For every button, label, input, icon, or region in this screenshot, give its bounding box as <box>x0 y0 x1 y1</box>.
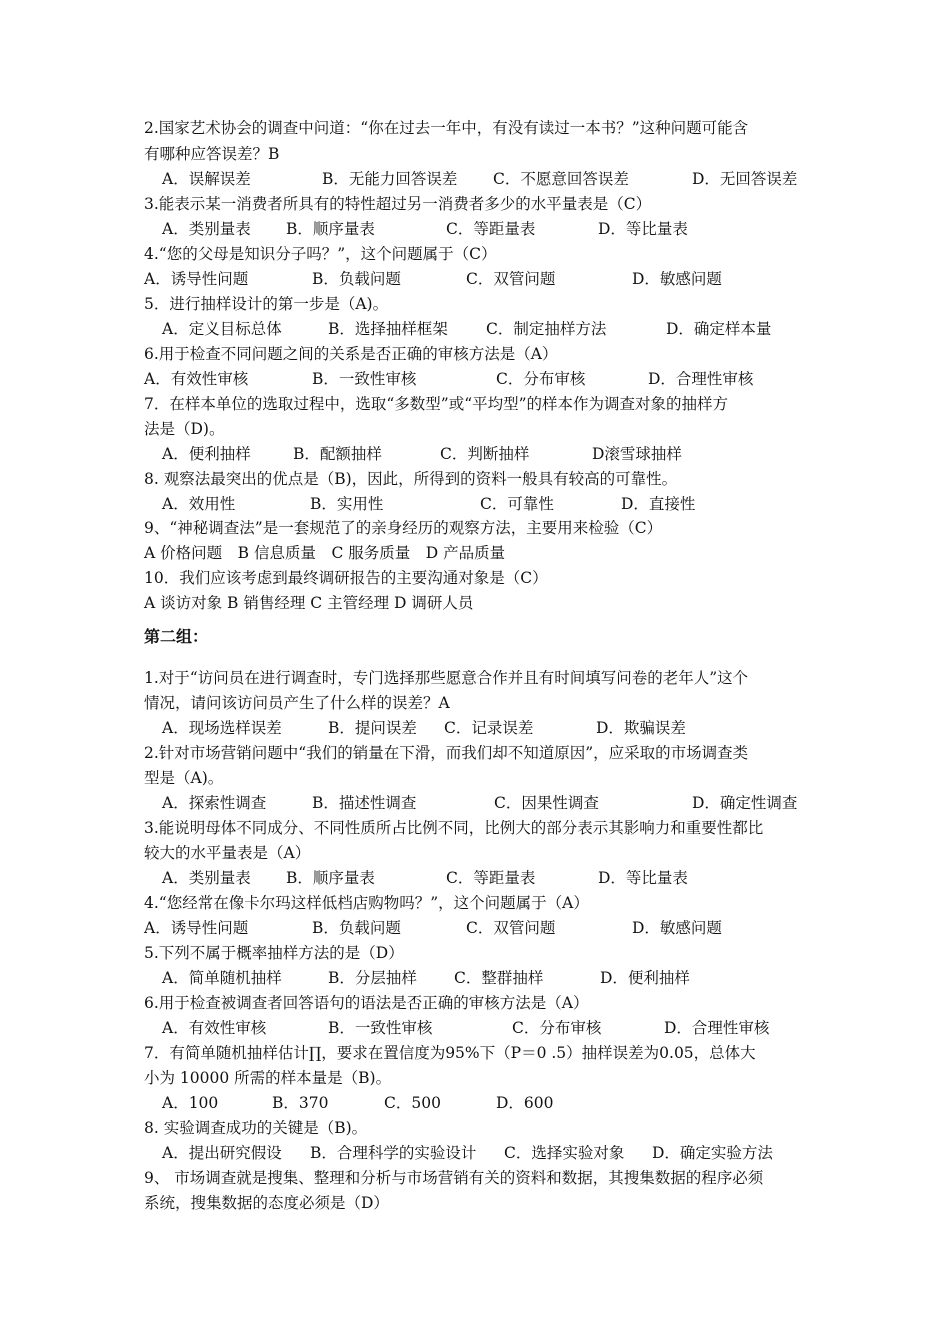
option-a: A．100 <box>162 1094 219 1112</box>
g2-q1-line1: 1.对于“访问员在进行调查时，专门选择那些愿意合作并且有时间填写问卷的老年人”这个 <box>144 669 749 687</box>
g1-q10-options: A 谈访对象 B 销售经理 C 主管经理 D 调研人员 <box>144 594 474 612</box>
g2-q3-line2: 较大的水平量表是（A） <box>144 844 311 862</box>
option-c: C．整群抽样 <box>454 969 544 987</box>
option-b: B．顺序量表 <box>286 220 375 238</box>
option-d: D．确定性调查 <box>692 794 798 812</box>
option-d: D．便利抽样 <box>600 969 690 987</box>
option-d: D．敏感问题 <box>632 919 722 937</box>
g1-q2-line2: 有哪种应答误差？B <box>144 145 280 163</box>
g2-q8-line1: 8. 实验调查成功的关键是（B)。 <box>144 1119 368 1137</box>
option-c: C．选择实验对象 <box>504 1144 625 1162</box>
option-b: B．负载问题 <box>312 270 401 288</box>
option-a: A．类别量表 <box>162 869 251 887</box>
option-b: B．合理科学的实验设计 <box>310 1144 477 1162</box>
option-c: C．分布审核 <box>512 1019 602 1037</box>
g2-q9-line1: 9、 市场调查就是搜集、整理和分析与市场营销有关的资料和数据，其搜集数据的程序必须 <box>144 1169 764 1187</box>
option-d: D．等比量表 <box>598 869 688 887</box>
option-c: C．记录误差 <box>444 719 534 737</box>
g2-q6-line1: 6.用于检查被调查者回答语句的语法是否正确的审核方法是（A） <box>144 994 589 1012</box>
option-a: A．简单随机抽样 <box>162 969 282 987</box>
option-c: C．双管问题 <box>466 270 556 288</box>
option-a: A．探索性调查 <box>162 794 267 812</box>
g2-q4-line1: 4.“您经常在像卡尔玛这样低档店购物吗？”，这个问题属于（A） <box>144 894 589 912</box>
option-d: D．600 <box>496 1094 554 1112</box>
g2-q7-line1: 7．有简单随机抽样估计∏，要求在置信度为95%下（P＝0 .5）抽样误差为0.05，总体大 <box>144 1044 756 1062</box>
option-c: C．等距量表 <box>446 220 536 238</box>
g2-q5-line1: 5.下列不属于概率抽样方法的是（D） <box>144 944 404 962</box>
g2-q9-line2: 系统，搜集数据的态度必须是（D） <box>144 1194 389 1212</box>
g2-q2-line1: 2.针对市场营销问题中“我们的销量在下滑，而我们却不知道原因”，应采取的市场调查类 <box>144 744 749 762</box>
option-d: D．无回答误差 <box>692 170 798 188</box>
option-b: B．描述性调查 <box>312 794 417 812</box>
option-b: B．顺序量表 <box>286 869 375 887</box>
option-a: A．误解误差 <box>162 170 251 188</box>
option-b: B．无能力回答误差 <box>322 170 458 188</box>
option-d: D．确定样本量 <box>666 320 772 338</box>
option-d: D．等比量表 <box>598 220 688 238</box>
option-c: C．可靠性 <box>480 495 554 513</box>
group2-heading: 第二组： <box>144 627 209 646</box>
option-b: B．提问误差 <box>328 719 417 737</box>
option-a: A．类别量表 <box>162 220 251 238</box>
option-b: B．配额抽样 <box>293 445 382 463</box>
option-c: C．双管问题 <box>466 919 556 937</box>
g1-q3-line1: 3.能表示某一消费者所具有的特性超过另一消费者多少的水平量表是（C） <box>144 195 652 213</box>
option-d: D．欺骗误差 <box>596 719 686 737</box>
option-c: C．分布审核 <box>496 370 586 388</box>
option-d: D．直接性 <box>621 495 696 513</box>
g2-q1-line2: 情况，请问该访问员产生了什么样的误差？A <box>144 694 450 712</box>
option-d: D．确定实验方法 <box>652 1144 773 1162</box>
g1-q9-options: A 价格问题 B 信息质量 C 服务质量 D 产品质量 <box>144 544 506 562</box>
option-c: C．500 <box>384 1094 441 1112</box>
option-b: B．选择抽样框架 <box>328 320 448 338</box>
option-c: C．因果性调查 <box>494 794 599 812</box>
option-a: A．诱导性问题 <box>144 270 249 288</box>
option-a: A．诱导性问题 <box>144 919 249 937</box>
option-c: C．制定抽样方法 <box>486 320 607 338</box>
option-c: C．等距量表 <box>446 869 536 887</box>
option-b: B．一致性审核 <box>312 370 417 388</box>
option-a: A．有效性审核 <box>144 370 249 388</box>
option-d: D．合理性审核 <box>648 370 754 388</box>
g1-q6-line1: 6.用于检查不同问题之间的关系是否正确的审核方法是（A） <box>144 345 558 363</box>
option-b: B．实用性 <box>310 495 384 513</box>
g2-q2-line2: 型是（A)。 <box>144 769 224 787</box>
g1-q7-line2: 法是（D)。 <box>144 420 225 438</box>
option-b: B．一致性审核 <box>328 1019 433 1037</box>
g1-q10-line1: 10．我们应该考虑到最终调研报告的主要沟通对象是（C） <box>144 569 548 587</box>
option-a: A．效用性 <box>162 495 236 513</box>
g1-q9-line1: 9、“神秘调查法”是一套规范了的亲身经历的观察方法，主要用来检验（C） <box>144 519 663 537</box>
option-d: D滚雪球抽样 <box>592 445 682 463</box>
option-d: D．敏感问题 <box>632 270 722 288</box>
option-a: A．有效性审核 <box>162 1019 267 1037</box>
g1-q4-line1: 4.“您的父母是知识分子吗？”，这个问题属于（C） <box>144 245 497 263</box>
g2-q3-line1: 3.能说明母体不同成分、不同性质所占比例不同，比例大的部分表示其影响力和重要性都比 <box>144 819 764 837</box>
option-a: A．定义目标总体 <box>162 320 282 338</box>
option-b: B．分层抽样 <box>328 969 417 987</box>
option-b: B．负载问题 <box>312 919 401 937</box>
option-c: C．不愿意回答误差 <box>493 170 629 188</box>
option-d: D．合理性审核 <box>664 1019 770 1037</box>
g1-q7-line1: 7．在样本单位的选取过程中，选取“多数型”或“平均型”的样本作为调查对象的抽样方 <box>144 395 729 413</box>
option-b: B．370 <box>272 1094 329 1112</box>
g2-q7-line2: 小为 10000 所需的样本量是（B)。 <box>144 1069 392 1087</box>
g1-q2-line1: 2.国家艺术协会的调查中问道：“你在过去一年中，有没有读过一本书？”这种问题可能含 <box>144 119 749 137</box>
option-a: A．现场选样误差 <box>162 719 282 737</box>
option-c: C．判断抽样 <box>440 445 530 463</box>
option-a: A．便利抽样 <box>162 445 251 463</box>
g1-q8-line1: 8. 观察法最突出的优点是（B)，因此，所得到的资料一般具有较高的可靠性。 <box>144 470 678 488</box>
option-a: A．提出研究假设 <box>162 1144 282 1162</box>
g1-q5-line1: 5．进行抽样设计的第一步是（A)。 <box>144 295 389 313</box>
